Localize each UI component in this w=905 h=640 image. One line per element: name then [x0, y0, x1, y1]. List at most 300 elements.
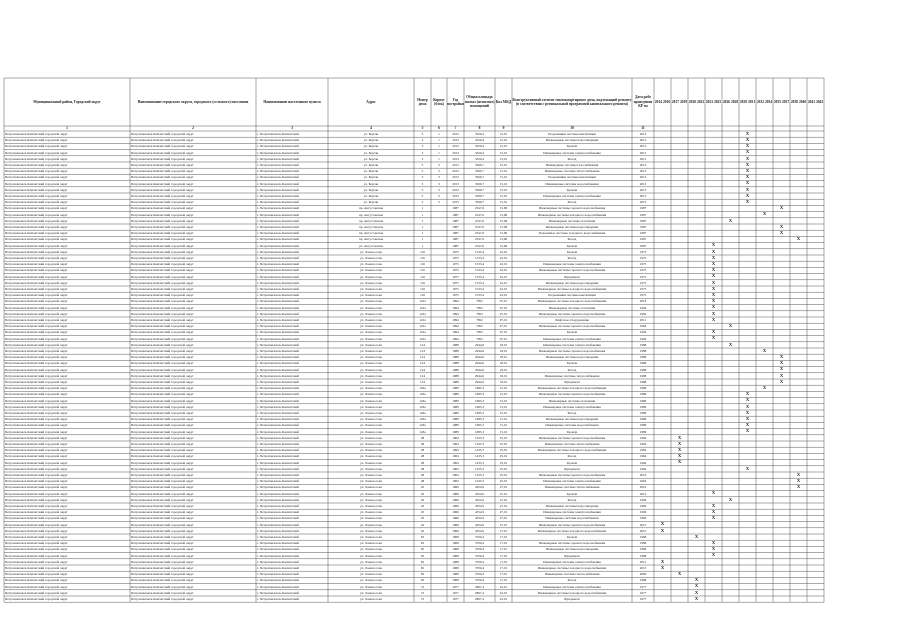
table-cell: ул. Ломоносова — [360, 528, 382, 533]
table-cell: 3 — [421, 132, 424, 136]
table-cell: г. Петропавловск-Камчатский — [257, 417, 299, 422]
table-cell: 1988 — [452, 361, 459, 366]
table-cell: г. Петропавловск-Камчатский — [257, 448, 299, 453]
table-cell: г. Петропавловск-Камчатский — [257, 349, 299, 353]
table-cell: 22,01 — [499, 274, 508, 279]
table-cell: 65 — [420, 578, 425, 583]
table-cell: 15,01 — [499, 187, 508, 192]
table-cell: ул. Ломоносова — [360, 386, 382, 391]
table-cell: 1994 — [639, 305, 647, 310]
table-cell: 2013 — [452, 132, 459, 136]
table-cell: г. Петропавловск-Камчатский — [257, 522, 299, 527]
table-cell: Петропавловск-Камчатский городской округ — [131, 392, 194, 397]
table-cell: Петропавловск-Камчатский городской округ — [5, 584, 68, 589]
header-period-4: 2023 2025 — [705, 99, 722, 104]
table-cell: г. Петропавловск-Камчатский — [257, 293, 299, 298]
table-cell: ул. Ломоносова — [360, 497, 382, 502]
table-cell: Петропавловск-Камчатский городской округ — [5, 268, 68, 273]
table-cell: 126а — [419, 417, 426, 422]
table-cell: Петропавловск-Камчатский городской округ — [131, 330, 194, 335]
header-house: Номер дома — [417, 97, 428, 106]
table-cell: 1966 — [639, 516, 647, 521]
table-cell: 3 — [438, 181, 440, 186]
table-cell: 1968 — [639, 541, 647, 546]
table-cell: ул. Ломоносова — [360, 330, 382, 335]
table-cell: ул. Ломоносова — [360, 566, 382, 570]
table-cell: 3560,7 — [474, 187, 485, 192]
table-cell: г. Петропавловск-Камчатский — [257, 398, 299, 403]
table-cell: Инженерные системы горячего водоснабжения — [538, 392, 606, 397]
table-cell: 4354,9 — [474, 485, 485, 490]
period-mark: X — [745, 428, 750, 434]
table-cell: Петропавловск-Камчатский городской округ — [131, 355, 194, 360]
table-cell: Петропавловск-Камчатский городской округ — [5, 318, 68, 322]
period-mark: X — [745, 130, 750, 136]
table-cell: ул. Ломоносова — [360, 522, 382, 527]
period-mark: X — [677, 459, 682, 465]
header-period-7: 2032 2034 — [756, 99, 773, 104]
table-cell: ул. Ломоносова — [360, 535, 382, 539]
table-cell: 1964 — [639, 460, 647, 465]
table-cell: Кровля — [566, 429, 578, 434]
table-cell: 1987 — [452, 243, 459, 248]
table-cell: Петропавловск-Камчатский городской округ — [131, 256, 194, 260]
table-cell: 2013 — [639, 175, 647, 180]
table-cell: Инженерные системы водоснабжения — [545, 181, 599, 186]
table-cell: Инженерные системы водоснабжения — [545, 516, 599, 521]
table-cell: 1988 — [452, 367, 459, 372]
table-cell: 1435,3 — [474, 454, 485, 459]
table-cell: Петропавловск-Камчатский городской округ — [5, 597, 68, 601]
table-cell: 1989 — [452, 404, 459, 409]
table-cell: 2867,4 — [474, 597, 485, 601]
table-cell: 1977 — [639, 584, 647, 589]
table-cell: г. Петропавловск-Камчатский — [257, 361, 299, 366]
table-cell: ул. Ломоносова — [360, 460, 382, 465]
table-cell: 22,01 — [499, 249, 508, 254]
table-cell: 4354,9 — [474, 516, 485, 521]
table-cell: г. Петропавловск-Камчатский — [257, 504, 299, 508]
table-cell: Петропавловск-Камчатский городской округ — [131, 138, 194, 143]
table-cell: 2944,6 — [474, 342, 485, 347]
table-cell: 25,01 — [499, 460, 508, 465]
table-cell: Фундамент — [564, 553, 580, 558]
table-cell: 116 — [420, 262, 425, 267]
table-cell: г. Петропавловск-Камчатский — [257, 590, 299, 595]
period-mark: X — [728, 217, 733, 223]
table-cell: 2013 — [639, 150, 647, 155]
table-cell: Петропавловск-Камчатский городской округ — [5, 324, 68, 329]
table-cell: г. Петропавловск-Камчатский — [257, 435, 299, 440]
table-cell: 1968 — [639, 535, 647, 539]
table-cell: Петропавловск-Камчатский городской округ — [131, 553, 194, 558]
period-mark: X — [779, 230, 784, 235]
table-cell: 28 — [420, 479, 425, 484]
period-mark: X — [711, 316, 716, 322]
table-cell: 2013 — [639, 163, 647, 167]
table-cell: 1994 — [452, 305, 459, 310]
table-cell: Инженерные системы холодного водоснабжения — [537, 448, 607, 453]
table-cell: 1977 — [639, 590, 647, 595]
table-cell: Петропавловск-Камчатский городской округ — [5, 342, 68, 347]
table-cell: 2013 — [452, 200, 459, 205]
table-cell: 45 — [420, 522, 425, 527]
table-cell: Петропавловск-Камчатский городской округ — [5, 553, 68, 558]
table-cell: г. Петропавловск-Камчатский — [257, 597, 299, 601]
table-cell: 1988 — [639, 355, 647, 360]
table-cell: Инженерные системы водоотведения — [545, 547, 599, 552]
table-cell: 2944,6 — [474, 361, 485, 366]
table-cell: ул. Ломоносова — [360, 349, 382, 353]
period-mark: X — [711, 298, 716, 304]
table-cell: 97,01 — [499, 336, 508, 341]
table-cell: 1989 — [639, 392, 647, 397]
table-cell: 122а — [419, 318, 426, 322]
table-cell: ул. Ломоносова — [360, 324, 382, 329]
table-cell: 1966 — [639, 510, 647, 515]
table-cell: 1533,4 — [474, 256, 485, 260]
table-cell: 1975 — [452, 280, 459, 285]
table-cell: Инженерные системы горячего водоснабжения — [538, 473, 606, 477]
table-cell: 5 — [421, 200, 424, 205]
table-cell: 25,01 — [499, 479, 508, 484]
table-cell: 1994 — [639, 330, 647, 335]
table-cell: Петропавловск-Камчатский городской округ — [131, 349, 194, 353]
table-cell: ул. Ломоносова — [360, 578, 382, 583]
table-cell: Петропавловск-Камчатский городской округ — [131, 411, 194, 415]
table-cell: Петропавловск-Камчатский городской округ — [131, 522, 194, 527]
table-cell: пр. Августовская — [358, 212, 384, 217]
table-cell: 116 — [420, 268, 425, 273]
table-cell: 27,01 — [499, 516, 508, 521]
table-cell: 1977 — [452, 584, 459, 589]
table-cell: 1989 — [452, 411, 459, 415]
table-cell: 1685,3 — [474, 429, 485, 434]
table-cell: Инженерные системы теплоснабжения — [544, 373, 600, 378]
table-cell: Инженерные системы отопления — [548, 398, 596, 403]
table-cell: 124 — [420, 361, 425, 366]
table-cell: 28 — [420, 466, 425, 471]
period-mark: X — [711, 335, 716, 341]
table-cell: 1989 — [452, 429, 459, 434]
table-cell: Петропавловск-Камчатский городской округ — [131, 324, 194, 329]
table-cell: 1987 — [639, 243, 647, 248]
header-period-1: 2014 2016 — [654, 99, 671, 104]
table-cell: 1966 — [452, 516, 459, 521]
period-mark: X — [711, 242, 716, 248]
table-cell: 3700,4 — [474, 541, 485, 546]
table-cell: ул. Ломоносова — [360, 510, 382, 515]
table-cell: 2944,6 — [474, 355, 485, 360]
table-cell: ул. Ломоносова — [360, 435, 382, 440]
table-cell: 4354,9 — [474, 528, 485, 533]
table-cell: Петропавловск-Камчатский городской округ — [5, 280, 68, 285]
table-cell: ул. Ломоносова — [360, 367, 382, 372]
period-mark: X — [745, 409, 750, 415]
table-cell: 2547,6 — [474, 212, 485, 217]
table-cell: пр. Августовская — [358, 218, 384, 223]
table-cell: 7852 — [476, 330, 483, 335]
table-cell: ул. Ломоносова — [360, 404, 382, 409]
table-cell: 3560,7 — [474, 194, 485, 198]
table-cell: Петропавловск-Камчатский городской округ — [131, 404, 194, 409]
table-cell: Петропавловск-Камчатский городской округ — [5, 336, 68, 341]
table-cell: Инженерные системы теплоснабжения — [544, 572, 600, 577]
table-cell: ул. Бергаи — [363, 138, 379, 143]
period-mark: X — [779, 378, 784, 384]
period-mark: X — [779, 372, 784, 378]
table-cell: 1987 — [452, 212, 459, 217]
table-cell: 1966 — [452, 485, 459, 490]
table-cell: Петропавловск-Камчатский городской округ — [131, 361, 194, 366]
table-cell: Петропавловск-Камчатский городской округ — [131, 169, 194, 174]
table-cell: 28 — [420, 454, 425, 459]
table-cell: Петропавловск-Камчатский городской округ — [5, 411, 68, 415]
table-cell: ул. Ломоносова — [360, 553, 382, 558]
table-cell: 1435,3 — [474, 448, 485, 453]
table-cell: 22,01 — [499, 262, 508, 267]
table-cell: Петропавловск-Камчатский городской округ — [131, 460, 194, 465]
col-number-2: 2 — [192, 126, 194, 130]
table-cell: г. Петропавловск-Камчатский — [257, 423, 299, 428]
table-cell: 1964 — [639, 479, 647, 484]
table-cell: 1975 — [639, 293, 647, 298]
table-cell: 2011 — [639, 318, 647, 322]
table-cell: г. Петропавловск-Камчатский — [257, 541, 299, 546]
table-cell: 1964 — [639, 448, 647, 453]
header-period-9: 2038 2040 — [790, 99, 807, 104]
table-cell: 1968 — [452, 535, 459, 539]
table-cell: 122а — [419, 330, 426, 335]
table-cell: г. Петропавловск-Камчатский — [257, 243, 299, 248]
table-cell: 1685,3 — [474, 417, 485, 422]
table-cell: 1968 — [452, 566, 459, 570]
table-cell: 1964 — [452, 454, 459, 459]
table-cell: Петропавловск-Камчатский городской округ — [131, 380, 194, 384]
table-cell: г. Петропавловск-Камчатский — [257, 336, 299, 341]
table-cell: Петропавловск-Камчатский городской округ — [131, 305, 194, 310]
table-cell: Инженерные системы теплоснабжения — [544, 485, 600, 490]
table-cell: 1435,3 — [474, 442, 485, 446]
table-cell: 2010 — [639, 485, 647, 490]
table-cell: 3700,4 — [474, 535, 485, 539]
table-cell: Петропавловск-Камчатский городской округ — [131, 435, 194, 440]
table-cell: Петропавловск-Камчатский городской округ — [5, 349, 68, 353]
table-cell: Петропавловск-Камчатский городской округ — [5, 435, 68, 440]
table-cell: 18,01 — [499, 361, 508, 366]
table-cell: 1975 — [639, 262, 647, 267]
table-cell: 17,01 — [499, 578, 508, 583]
table-cell: 1989 — [452, 417, 459, 422]
table-cell: ул. Ломоносова — [360, 417, 382, 422]
table-cell: Петропавловск-Камчатский городской округ — [131, 528, 194, 533]
table-cell: Петропавловск-Камчатский городской округ — [131, 423, 194, 428]
table-cell: 126а — [419, 411, 426, 415]
table-cell: г. Петропавловск-Камчатский — [257, 194, 299, 198]
header-district: Муниципальный район, Городской округ — [33, 99, 101, 104]
table-cell: 1975 — [452, 274, 459, 279]
table-cell: ул. Бергаи — [363, 181, 379, 186]
table-cell: г. Петропавловск-Камчатский — [257, 342, 299, 347]
table-cell: 65 — [420, 566, 425, 570]
table-cell: Петропавловск-Камчатский городской округ — [131, 181, 194, 186]
table-cell: 15,01 — [499, 392, 508, 397]
table-cell: Петропавловск-Камчатский городской округ — [131, 386, 194, 391]
table-cell: 2015 — [639, 528, 647, 533]
table-cell: Инженерные системы теплоснабжения — [544, 442, 600, 446]
table-cell: 1994 — [452, 324, 459, 329]
table-cell: 1989 — [639, 417, 647, 422]
table-cell: Петропавловск-Камчатский городской округ — [5, 522, 68, 527]
table-cell: 2013 — [639, 194, 647, 198]
table-cell: 3560,7 — [474, 169, 485, 174]
table-cell: Инженерные системы электроснабжения — [543, 510, 601, 515]
table-cell: Подъемники системы вентиляции — [548, 132, 596, 136]
table-cell: Петропавловск-Камчатский городской округ — [131, 454, 194, 459]
table-cell: 1 — [438, 156, 440, 161]
table-cell: 126а — [419, 386, 426, 391]
table-cell: 1994 — [639, 311, 647, 316]
table-cell: Петропавловск-Камчатский городской округ — [131, 497, 194, 502]
table-cell: 97,01 — [499, 311, 508, 316]
table-cell: Петропавловск-Камчатский городской округ — [5, 138, 68, 143]
table-cell: Инженерные системы горячего водоснабжения — [538, 522, 606, 527]
table-cell: 1989 — [452, 392, 459, 397]
period-mark: X — [711, 490, 716, 496]
table-cell: ул. Ломоносова — [360, 336, 382, 341]
table-cell: Петропавловск-Камчатский городской округ — [131, 479, 194, 484]
header-address: Адрес — [366, 99, 376, 104]
table-cell: 97,01 — [499, 299, 508, 304]
table-cell: Инженерные системы газоснабжения — [545, 163, 599, 167]
table-cell: ул. Ломоносова — [360, 256, 382, 260]
table-cell: Фундамент — [564, 380, 580, 384]
table-cell: 2009 — [639, 572, 647, 577]
period-mark: X — [779, 360, 784, 366]
table-cell: 15,01 — [499, 138, 508, 143]
table-cell: 2944,6 — [474, 380, 485, 384]
table-cell: ул. Ломоносова — [360, 293, 382, 298]
table-cell: 4354,9 — [474, 504, 485, 508]
table-cell: 1533,4 — [474, 287, 485, 291]
period-mark: X — [796, 471, 801, 477]
table-cell: Петропавловск-Камчатский городской округ — [5, 206, 68, 211]
table-cell: 28 — [420, 442, 425, 446]
table-cell: г. Петропавловск-Камчатский — [257, 578, 299, 583]
table-cell: ул. Ломоносова — [360, 541, 382, 546]
table-cell: Инженерные системы горячего водоснабжения — [538, 324, 606, 329]
table-cell: Петропавловск-Камчатский городской округ — [131, 225, 194, 229]
table-cell: Петропавловск-Камчатский городской округ — [5, 559, 68, 564]
table-cell: ул. Ломоносова — [360, 423, 382, 428]
table-cell: 15,01 — [499, 200, 508, 205]
table-cell: Петропавловск-Камчатский городской округ — [131, 287, 194, 291]
table-cell: 15,01 — [499, 194, 508, 198]
table-cell: г. Петропавловск-Камчатский — [257, 318, 299, 322]
table-cell: 15,06 — [499, 206, 508, 211]
table-cell: Петропавловск-Камчатский городской округ — [131, 280, 194, 285]
table-cell: Петропавловск-Камчатский городской округ — [131, 194, 194, 198]
table-cell: ул. Ломоносова — [360, 274, 382, 279]
table-cell: Инженерные системы электроснабжения — [543, 342, 601, 347]
table-cell: 1968 — [452, 578, 459, 583]
period-mark: X — [762, 211, 767, 217]
table-cell: Кровля — [566, 460, 578, 465]
header-area: Общая площадь жилых (нежилых) помещений — [464, 95, 495, 109]
table-cell: Кровля — [566, 187, 578, 192]
table-cell: 2012 — [639, 491, 647, 496]
table-cell: Петропавловск-Камчатский городской округ — [131, 584, 194, 589]
table-cell: 1989 — [452, 423, 459, 428]
table-cell: г. Петропавловск-Камчатский — [257, 262, 299, 267]
table-cell: Петропавловск-Камчатский городской округ — [5, 466, 68, 471]
table-cell: 3 — [421, 138, 424, 143]
table-cell: 122а — [419, 299, 426, 304]
col-number-3: 3 — [291, 126, 293, 130]
table-cell: 15,01 — [499, 423, 508, 428]
table-cell: ул. Ломоносова — [360, 454, 382, 459]
table-cell: г. Петропавловск-Камчатский — [257, 547, 299, 552]
period-mark: X — [728, 341, 733, 347]
table-cell: г. Петропавловск-Камчатский — [257, 491, 299, 496]
table-cell: 15,01 — [499, 404, 508, 409]
table-cell: Инженерные системы водоотведения — [545, 504, 599, 508]
table-cell: Фасад — [567, 156, 577, 161]
table-cell: г. Петропавловск-Камчатский — [257, 187, 299, 192]
table-cell: 1435,3 — [474, 466, 485, 471]
header-okrug: Наименование городского округа, городского (сельского) поселения — [137, 99, 249, 104]
table-cell: Инженерные системы горячего водоснабжения — [538, 206, 606, 211]
table-cell: Инженерные системы отопления — [548, 305, 596, 310]
table-cell: 18,01 — [499, 380, 508, 384]
table-cell: 17,01 — [499, 547, 508, 552]
table-cell: ул. Ломоносова — [360, 572, 382, 577]
table-cell: 5 — [421, 163, 424, 167]
table-cell: 45 — [420, 491, 425, 496]
table-cell: 2013 — [452, 175, 459, 180]
period-mark: X — [745, 143, 750, 149]
table-cell: Петропавловск-Камчатский городской округ — [5, 287, 68, 291]
table-cell: Петропавловск-Камчатский городской округ — [131, 336, 194, 341]
table-cell: Петропавловск-Камчатский городской округ — [5, 590, 68, 595]
table-cell: Петропавловск-Камчатский городской округ — [5, 479, 68, 484]
table-cell: Петропавловск-Камчатский городской округ — [131, 342, 194, 347]
table-cell: 126а — [419, 429, 426, 434]
table-cell: Фасад — [567, 256, 577, 260]
table-cell: 15,01 — [499, 181, 508, 186]
table-cell: г. Петропавловск-Камчатский — [257, 249, 299, 254]
table-cell: ул. Ломоносова — [360, 355, 382, 360]
table-cell: 4354,9 — [474, 522, 485, 527]
col-number-4: 4 — [370, 126, 372, 130]
period-mark: X — [745, 161, 750, 167]
table-cell: Петропавловск-Камчатский городской округ — [5, 175, 68, 180]
period-mark: X — [745, 186, 750, 192]
table-cell: г. Петропавловск-Камчатский — [257, 225, 299, 229]
table-cell: 7852 — [476, 336, 483, 341]
table-cell: 1964 — [452, 460, 459, 465]
table-cell: 1988 — [639, 380, 647, 384]
table-cell: г. Петропавловск-Камчатский — [257, 132, 299, 136]
table-cell: Петропавловск-Камчатский городской округ — [131, 262, 194, 267]
table-cell: ул. Ломоносова — [360, 318, 382, 322]
table-cell: 124 — [420, 342, 425, 347]
table-cell: г. Петропавловск-Камчатский — [257, 206, 299, 211]
table-cell: ул. Ломоносова — [360, 262, 382, 267]
table-cell: Петропавловск-Камчатский городской округ — [131, 318, 194, 322]
table-cell: Петропавловск-Камчатский городской округ — [5, 417, 68, 422]
table-cell: 27,01 — [499, 485, 508, 490]
